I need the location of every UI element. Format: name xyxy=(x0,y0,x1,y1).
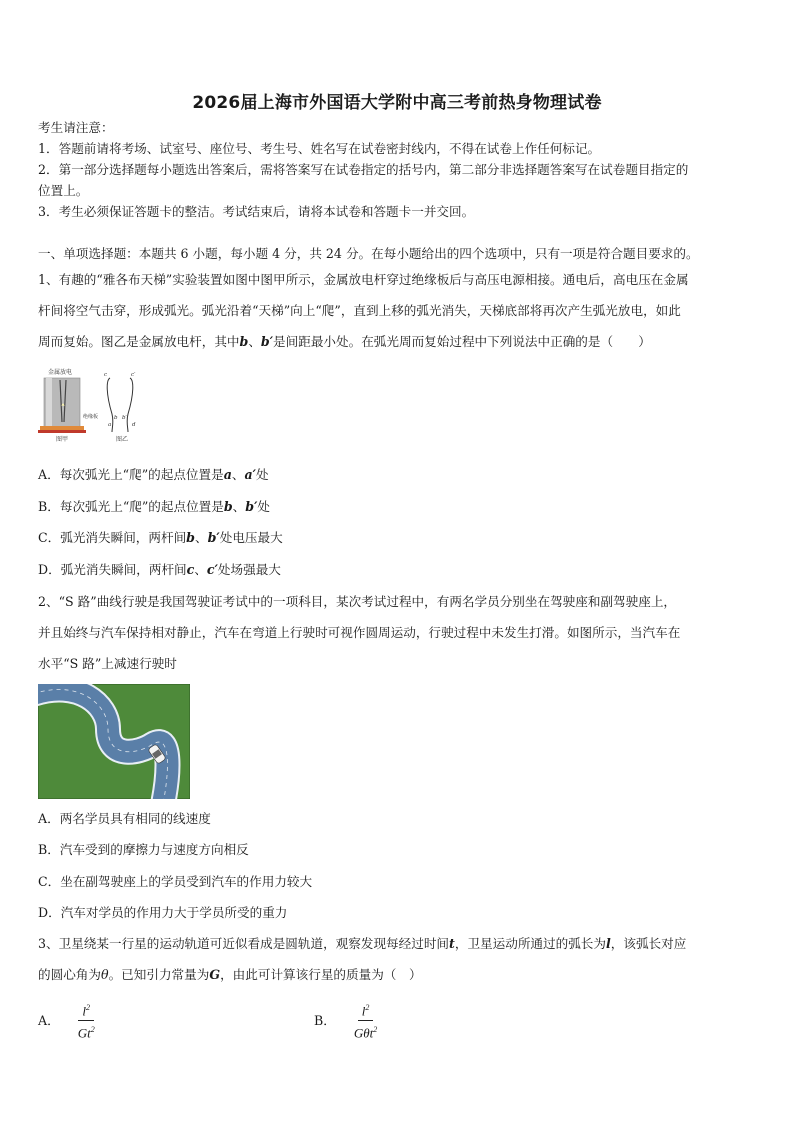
notice-item-2: 2．第一部分选择题每小题选出答案后，需将答案写在试卷指定的括号内，第二部分非选择题答案写在试卷题目指定的 xyxy=(38,162,689,177)
q3-option-b-denominator: Gθt xyxy=(353,1025,374,1041)
q3-option-a-denominator: Gt xyxy=(77,1025,91,1041)
q3-text-5: 。已知引力常量为 xyxy=(108,967,210,982)
q1-option-a-var1: a xyxy=(223,467,232,482)
q1-option-c-end: 处电压最大 xyxy=(219,530,283,545)
figure-label-fig-a: 图甲 xyxy=(56,436,69,443)
notice-item-3: 3．考生必须保证答题卡的整洁。考试结束后，请将本试卷和答题卡一并交回。 xyxy=(38,204,475,219)
q3-stem-line-1 xyxy=(38,934,686,954)
q3-var-G: G xyxy=(209,967,221,982)
q1-option-c xyxy=(38,528,283,548)
q2-option-c: C．坐在副驾驶座上的学员受到汽车的作用力较大 xyxy=(38,874,313,889)
q3-option-b-label: B． xyxy=(314,1012,336,1028)
q1-option-d-var1: c xyxy=(186,562,195,577)
q1-option-b-var1: b xyxy=(223,499,233,514)
q1-option-d-sep: 、 xyxy=(194,562,207,577)
figure-label-plate: 绝缘板 xyxy=(83,414,99,420)
q1-sep: 、 xyxy=(248,334,261,349)
q2-stem-line-2: 并且始终与汽车保持相对静止，汽车在弯道上行驶时可视作圆周运动，行驶过程中未发生打滑。如图所示，当汽车在 xyxy=(38,625,681,640)
q1-text: 周而复始。图乙是金属放电杆，其中 xyxy=(38,334,240,349)
q1-option-d-text: D．弧光消失瞬间，两杆间 xyxy=(38,562,187,577)
q1-option-c-var1: b xyxy=(186,530,195,545)
q3-option-a-fraction xyxy=(74,1000,99,1042)
q3-text-3: ，该弧长对应 xyxy=(610,936,687,951)
q1-stem-line-3 xyxy=(38,332,651,352)
q1-var-b-prime: b′ xyxy=(260,334,274,349)
q3-option-b xyxy=(314,1000,381,1042)
q3-text-6: ，由此可计算该行星的质量为（ ） xyxy=(220,967,422,982)
q1-option-a-sep: 、 xyxy=(231,467,245,482)
section-heading: 一、单项选择题：本题共 6 小题，每小题 4 分，共 24 分。在每小题给出的四个选项中，只有一项是符合题目要求的。 xyxy=(38,246,699,261)
notice-item-2-cont: 位置上。 xyxy=(38,183,89,198)
figure-label-fig-b: 图乙 xyxy=(116,436,129,443)
q1-option-b-var2: b′ xyxy=(245,499,258,514)
figure-label-b2: b′ xyxy=(122,415,127,421)
q1-option-b-sep: 、 xyxy=(232,499,246,514)
q1-option-d-end: 处场强最大 xyxy=(217,562,281,577)
exam-title: 2026届上海市外国语大学附中高三考前热身物理试卷 xyxy=(192,93,602,113)
q3-option-a xyxy=(38,1000,99,1042)
figure-label-c2: c′ xyxy=(131,372,136,378)
q3-option-a-numerator: l xyxy=(82,1003,87,1019)
figure-label-c: c xyxy=(104,372,108,378)
q1-option-c-sep: 、 xyxy=(194,530,208,545)
q1-option-a-text: A．每次弧光上“爬”的起点位置是 xyxy=(38,467,224,482)
q1-option-a-end: 处 xyxy=(255,467,269,482)
notice-item-1: 1．答题前请将考场、试室号、座位号、考生号、姓名写在试卷密封线内，不得在试卷上作任何标记。 xyxy=(38,141,601,156)
q3-option-a-label: A． xyxy=(38,1012,60,1028)
q3-var-theta: θ xyxy=(100,967,109,982)
q3-option-b-den-exp: 2 xyxy=(373,1025,378,1035)
q2-stem-line-1: 2、“S 路”曲线行驶是我国驾驶证考试中的一项科目，某次考试过程中，有两名学员分别坐在驾驶座和副驾驶座上， xyxy=(38,594,677,609)
q3-option-a-num-exp: 2 xyxy=(86,1003,91,1012)
q1-option-b-text: B．每次弧光上“爬”的起点位置是 xyxy=(38,499,224,514)
figure-label-d: d xyxy=(132,422,136,428)
q1-stem-line-1: 1、有趣的“雅各布天梯”实验装置如图中图甲所示，金属放电杆穿过绝缘板后与高压电源相接。通电后，高电压在金属 xyxy=(38,272,689,287)
notice-heading: 考生请注意： xyxy=(38,120,114,135)
q2-option-d: D．汽车对学员的作用力大于学员所受的重力 xyxy=(38,905,288,920)
q3-text-4: 的圆心角为 xyxy=(38,967,101,982)
q1-option-d-var2: c′ xyxy=(206,562,218,577)
q3-option-b-num-exp: 2 xyxy=(365,1003,370,1012)
q1-option-d xyxy=(38,560,281,580)
s-road-figure xyxy=(38,684,190,799)
q3-var-l: l xyxy=(605,936,611,951)
q3-text-2: ，卫星运动所通过的弧长为 xyxy=(454,936,606,951)
q1-option-a-var2: a′ xyxy=(244,467,256,482)
q1-stem-line-2: 杆间将空气击穿，形成弧光。弧光沿着“天梯”向上“爬”，直到上移的弧光消失，天梯底部将再次产生弧光放电，如此 xyxy=(38,303,681,318)
q1-option-b xyxy=(38,497,270,517)
figure-label-rod: 金属放电 xyxy=(48,369,73,376)
jacobs-ladder-figure xyxy=(38,366,148,444)
q1-var-b: b xyxy=(239,334,249,349)
q3-var-t: t xyxy=(449,936,455,951)
q1-option-a xyxy=(38,465,269,485)
q2-stem-line-3: 水平“S 路”上减速行驶时 xyxy=(38,656,177,671)
q1-option-c-var2: b′ xyxy=(207,530,220,545)
q3-text-1: 3、卫星绕某一行星的运动轨道可近似看成是圆轨道，观察发现每经过时间 xyxy=(38,936,450,951)
q2-option-b: B．汽车受到的摩擦力与速度方向相反 xyxy=(38,842,249,857)
q3-option-b-numerator: l xyxy=(361,1003,366,1019)
q2-option-a: A．两名学员具有相同的线速度 xyxy=(38,811,211,826)
q3-stem-line-2 xyxy=(38,965,422,985)
q1-option-c-text: C．弧光消失瞬间，两杆间 xyxy=(38,530,187,545)
q1-option-b-end: 处 xyxy=(257,499,270,514)
figure-label-a: a xyxy=(108,422,112,428)
q1-text-end: 是间距最小处。在弧光周而复始过程中下列说法中正确的是（ ） xyxy=(273,334,651,349)
figure-label-b: b xyxy=(114,415,118,421)
q3-option-a-den-exp: 2 xyxy=(90,1025,95,1035)
q3-option-b-fraction xyxy=(350,1000,381,1042)
